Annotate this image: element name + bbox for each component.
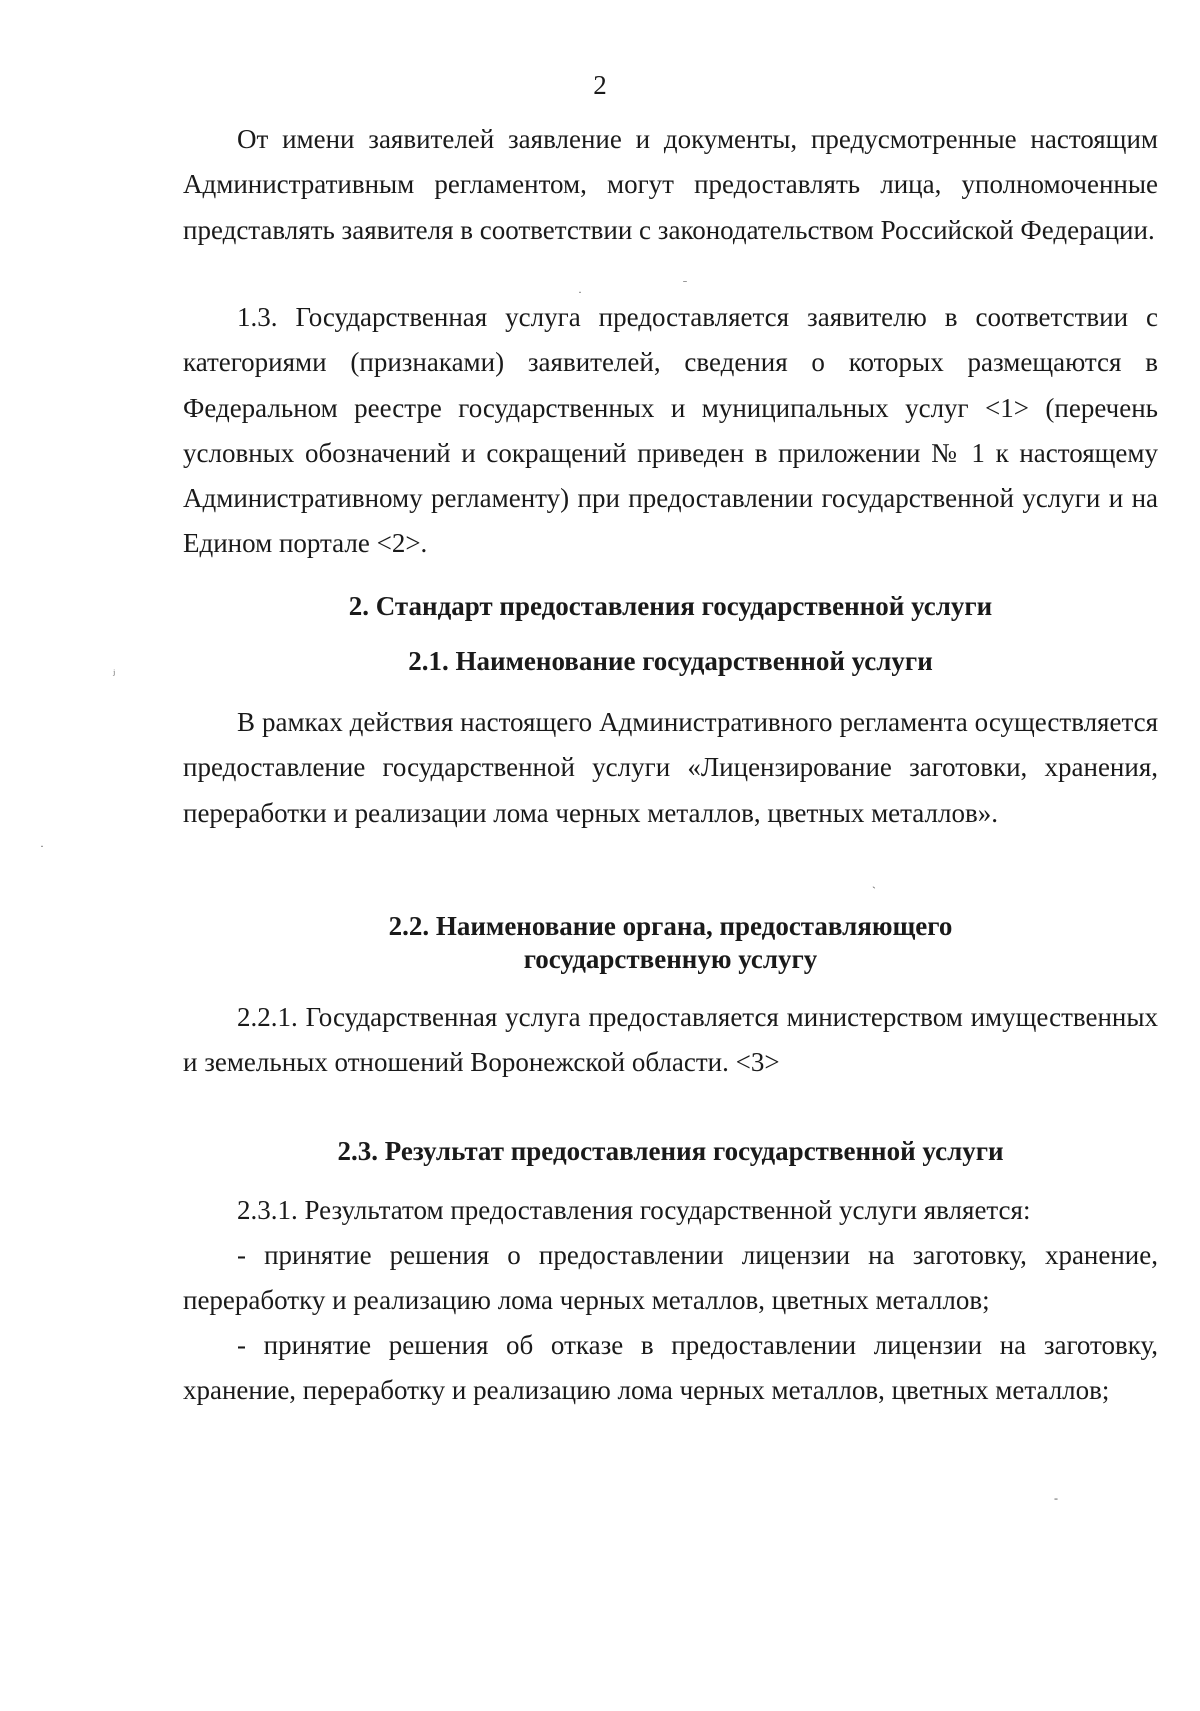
list-item-license-grant: - принятие решения о предоставлении лицензии на заготовку, хранение, переработку и реализацию лома черных металлов, цветных металлов; [183, 1240, 1158, 1316]
scan-speck: ʲ [113, 667, 115, 681]
paragraph-2-2-1: 2.2.1. Государственная услуга предоставляется министерством имущественных и земельных отношений Воронежской области. <3> [183, 1002, 1158, 1078]
heading-2-2 [183, 910, 1158, 976]
paragraph-1-3: 1.3. Государственная услуга предоставляется заявителю в соответствии с категориями (признаками) заявителей, сведения о которых размещаются в Федеральном реестре государственных и муниципальных услуг <1> (перечень условных обозначений и сокращений приведен в приложении № 1 к настоящему Административному регламенту) при предоставлении государственной услуги и на Едином портале <2>. [183, 302, 1158, 559]
heading-2-2-line1: 2.2. Наименование органа, предоставляющего [388, 911, 953, 941]
scan-speck: ˉ [683, 277, 687, 291]
paragraph-2-3-1: 2.3.1. Результатом предоставления государственной услуги является: [237, 1195, 1031, 1225]
list-item-license-refusal: - принятие решения об отказе в предоставлении лицензии на заготовку, хранение, переработку и реализацию лома черных металлов, цветных металлов; [183, 1330, 1158, 1406]
page-number: 2 [593, 70, 607, 100]
heading-2-1: 2.1. Наименование государственной услуги [408, 646, 933, 676]
heading-2-2-line2: государственную услугу [523, 944, 818, 974]
scan-speck: · [578, 285, 582, 299]
heading-2-3: 2.3. Результат предоставления государственной услуги [337, 1136, 1004, 1166]
scan-speck: · [40, 839, 44, 853]
paragraph-service-name: В рамках действия настоящего Административного регламента осуществляется предоставление государственной услуги «Лицензирование заготовки, хранения, переработки и реализации лома черных металлов, цветных металлов». [183, 707, 1158, 828]
scan-speck: ˋ [872, 884, 876, 898]
heading-section-2: 2. Стандарт предоставления государственной услуги [348, 591, 993, 621]
paragraph-representatives: От имени заявителей заявление и документы, предусмотренные настоящим Административным регламентом, могут предоставлять лица, уполномоченные представлять заявителя в соответствии с законодательством Российской Федерации. [183, 124, 1158, 245]
scan-speck: - [1054, 1491, 1058, 1505]
